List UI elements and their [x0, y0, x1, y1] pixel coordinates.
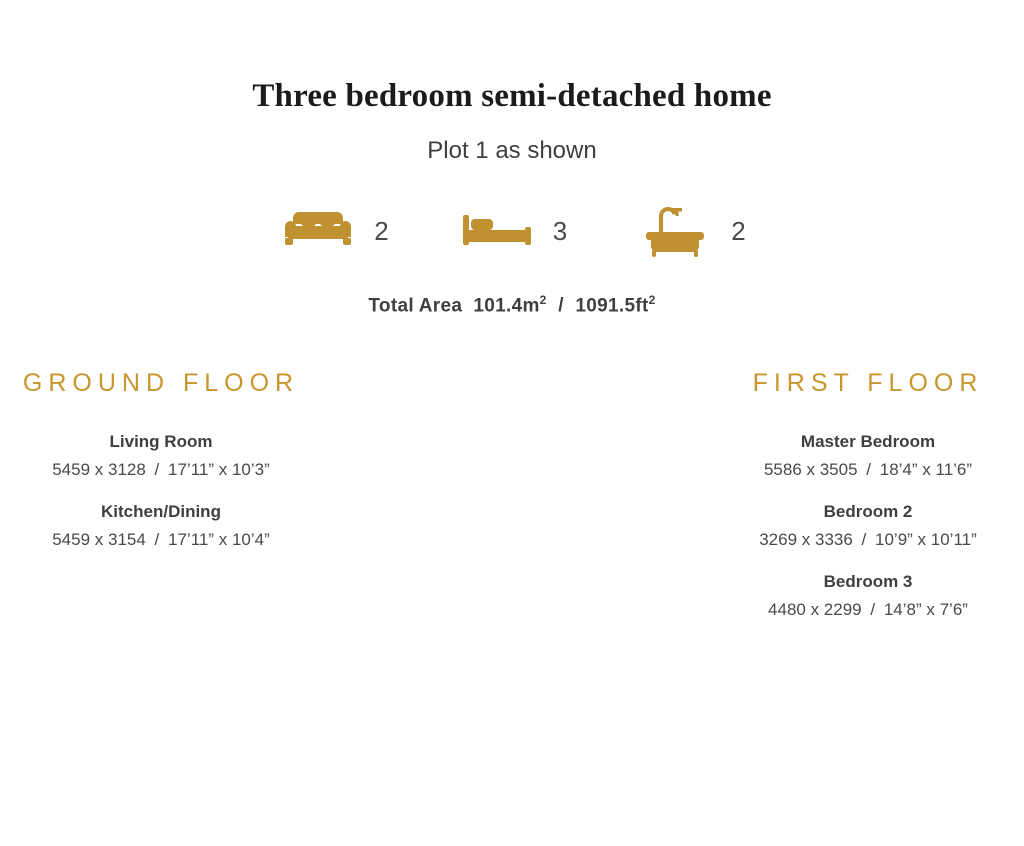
- room-dimensions-separator: /: [870, 600, 876, 620]
- room-dimensions-separator: /: [154, 530, 160, 550]
- bed-icon: [457, 203, 537, 259]
- total-area-imperial-unit: 2: [648, 293, 656, 307]
- reception-room-count: 2: [374, 215, 389, 246]
- first-floor-column: [512, 369, 1024, 642]
- bedroom-count: 3: [552, 215, 568, 246]
- feature-bedrooms: [457, 203, 567, 259]
- room-entry: [712, 502, 1024, 550]
- room-dimensions-imperial: 18’4” x 11’6”: [879, 460, 973, 480]
- room-dimensions-imperial: 14’8” x 7’6”: [883, 600, 968, 620]
- total-area-separator: /: [558, 295, 564, 317]
- feature-bathrooms: [635, 203, 745, 259]
- room-dimensions-metric: 5459 x 3154: [52, 530, 146, 550]
- room-name: Kitchen/Dining: [101, 502, 221, 522]
- room-dimensions: [712, 530, 1024, 550]
- page-title: Three bedroom semi-detached home: [252, 78, 772, 114]
- room-dimensions-imperial: 17’11” x 10’4”: [168, 530, 270, 550]
- floorplan-spec-sheet: [0, 78, 1024, 846]
- first-floor-heading: FIRST FLOOR: [752, 369, 984, 398]
- total-area: [0, 293, 1024, 317]
- room-dimensions-metric: 4480 x 2299: [768, 600, 862, 620]
- room-name: Master Bedroom: [800, 432, 936, 452]
- room-dimensions: [0, 530, 322, 550]
- bathroom-count: 2: [731, 215, 746, 246]
- ground-floor-column: [0, 369, 512, 642]
- room-dimensions-metric: 3269 x 3336: [759, 530, 853, 550]
- room-name: Living Room: [109, 432, 213, 452]
- room-dimensions-imperial: 17’11” x 10’3”: [168, 460, 270, 480]
- room-dimensions: [712, 600, 1024, 620]
- feature-reception-rooms: [278, 203, 388, 259]
- feature-summary-row: [0, 203, 1024, 259]
- room-dimensions-imperial: 10’9” x 10’11”: [875, 530, 977, 550]
- room-dimensions-metric: 5459 x 3128: [52, 460, 146, 480]
- room-dimensions-separator: /: [861, 530, 867, 550]
- sofa-icon: [278, 203, 358, 259]
- room-name: Bedroom 3: [823, 572, 913, 592]
- total-area-metric: 101.4m: [473, 295, 540, 317]
- room-dimensions-separator: /: [154, 460, 160, 480]
- room-dimensions: [712, 460, 1024, 480]
- room-dimensions-separator: /: [866, 460, 872, 480]
- total-area-label: Total Area: [368, 295, 463, 317]
- room-entry: [712, 432, 1024, 480]
- room-dimensions: [0, 460, 322, 480]
- ground-floor-heading: GROUND FLOOR: [22, 369, 300, 398]
- room-entry: [0, 432, 322, 480]
- plot-subtitle: Plot 1 as shown: [427, 137, 597, 164]
- room-name: Bedroom 2: [823, 502, 913, 522]
- room-dimensions-metric: 5586 x 3505: [763, 460, 858, 480]
- total-area-metric-unit: 2: [539, 293, 547, 307]
- floor-listings: [0, 369, 1024, 642]
- bathtub-icon: [635, 203, 715, 259]
- room-entry: [712, 572, 1024, 620]
- room-entry: [0, 502, 322, 550]
- total-area-imperial: 1091.5ft: [575, 295, 649, 317]
